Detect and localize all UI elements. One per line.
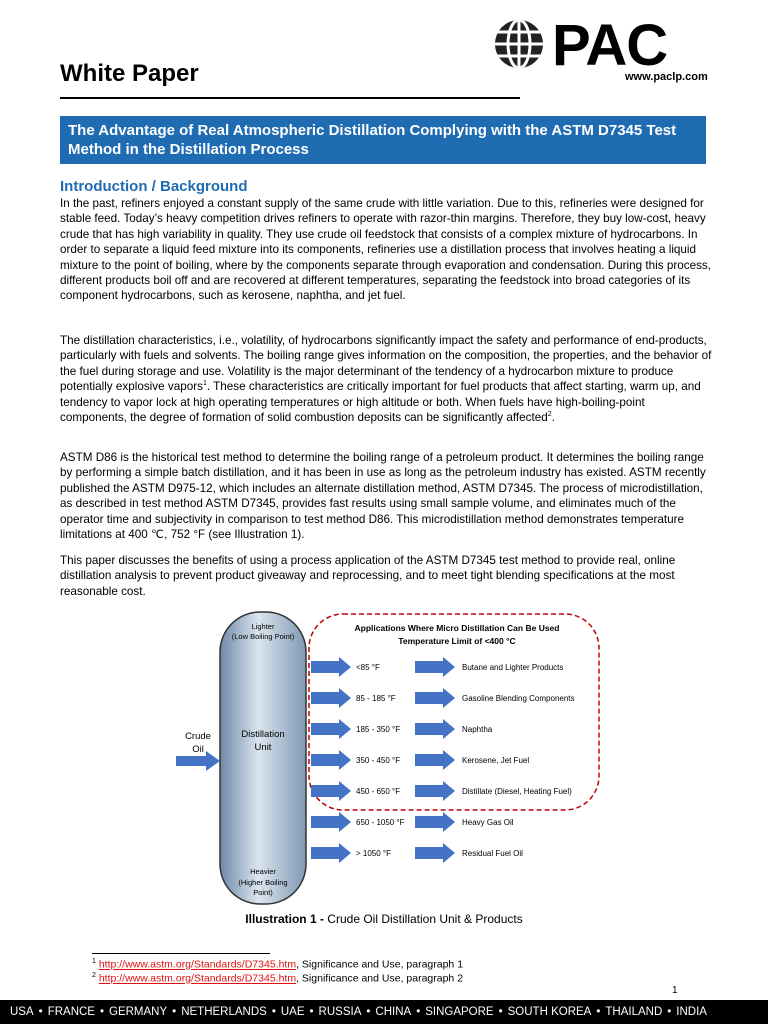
- caption-text: Crude Oil Distillation Unit & Products: [323, 912, 523, 926]
- temperature-range: 85 - 185 °F: [356, 694, 396, 703]
- product-label: Heavy Gas Oil: [462, 818, 514, 827]
- arrow-right-icon: [311, 688, 351, 708]
- column-top-label-1: Lighter: [251, 622, 275, 631]
- footer-country: SOUTH KOREA: [507, 1006, 592, 1018]
- footnote-ref-2[interactable]: 2: [547, 411, 552, 419]
- separator-dot: •: [596, 1006, 601, 1018]
- product-label: Butane and Lighter Products: [462, 663, 564, 672]
- temperature-range: 350 - 450 °F: [356, 756, 401, 765]
- footnote-2: [92, 972, 463, 985]
- footnote-link[interactable]: http://www.astm.org/Standards/D7345.htm: [98, 958, 297, 971]
- footnote-text: , Significance and Use, paragraph 1: [296, 958, 464, 971]
- separator-dot: •: [172, 1006, 177, 1018]
- paragraph-1: In the past, refiners enjoyed a constant supply of the same crude with little variation. Due to this, refineries were designed for stable feed. Today’s heavy competition drives refiners to operate with razor-thin margins. Therefore, they buy low-cost, heavy crude that has high variability in quality. They use crude oil feedstock that consists of a complex mixture of hydrocarbons. In order to separate a liquid feed mixture into its components, refineries use a distillation process that involves heating a liquid mixture to the point of boiling, where by the components separate through evaporation and condensation. During this process, different products boil off and are recovered at different temperatures, separating the feedstock into broad categories of its component hydrocarbons, such as kerosene, naphtha, and jet fuel.: [60, 197, 712, 303]
- footer-country: RUSSIA: [318, 1006, 362, 1018]
- footer-country: INDIA: [676, 1006, 707, 1018]
- separator-dot: •: [271, 1006, 276, 1018]
- product-label: Distillate (Diesel, Heating Fuel): [462, 787, 572, 796]
- distillation-diagram: [172, 610, 602, 908]
- paragraph-2: [60, 333, 712, 425]
- temperature-range: 650 - 1050 °F: [356, 818, 405, 827]
- arrow-right-icon: [311, 657, 351, 677]
- column-top-label-2: (Low Boiling Point): [231, 632, 295, 641]
- separator-dot: •: [498, 1006, 503, 1018]
- separator-dot: •: [38, 1006, 43, 1018]
- arrow-right-icon: [415, 750, 455, 770]
- product-label: Kerosene, Jet Fuel: [462, 756, 530, 765]
- footer-country-bar: [0, 1000, 768, 1024]
- arrow-right-icon: [311, 719, 351, 739]
- column-bottom-label-1: Heavier: [250, 867, 276, 876]
- footer-country: UAE: [280, 1006, 305, 1018]
- paragraph-2-text-a: The distillation characteristics, i.e., volatility, of hydrocarbons significantly impact the safety and performance of end-products, particularly with fuels and solvents. The boiling range gives information on the composition, the properties, and the behavior of the fuel during storage and use. Volatility is the major determinant of the tendency of a hydrocarbon mixture to produce potentially explosive vapors: [60, 334, 712, 394]
- footnote-number: 1: [92, 958, 96, 965]
- footer-country: FRANCE: [47, 1006, 95, 1018]
- footer-country: CHINA: [375, 1006, 412, 1018]
- separator-dot: •: [366, 1006, 371, 1018]
- footer-country: SINGAPORE: [425, 1006, 494, 1018]
- separator-dot: •: [309, 1006, 314, 1018]
- header-url[interactable]: www.paclp.com: [625, 71, 708, 83]
- paragraph-4: This paper discusses the benefits of using a process application of the ASTM D7345 test method to provide real, online distillation analysis to prevent product giveaway and reprocessing, and to meet tight blending specifications at the most reasonable cost.: [60, 554, 676, 598]
- arrow-right-icon: [415, 843, 455, 863]
- product-label: Residual Fuel Oil: [462, 849, 523, 858]
- applications-title-2: Temperature Limit of <400 °C: [398, 636, 516, 646]
- figure-caption: [0, 912, 768, 926]
- column-bottom-label-2: (Higher Boiling: [238, 878, 288, 887]
- applications-title-1: Applications Where Micro Distillation Can Be Used: [354, 623, 560, 633]
- paragraph-3: ASTM D86 is the historical test method to determine the boiling range of a petroleum product. It determines the boiling range by performing a simple batch distillation, and it has been in use as long as the petroleum industry has existed. ASTM recently published the ASTM D975-12, which includes an alternate distillation method, ASTM D7345. The process of microdistillation, as described in test method ASTM D7345, provides fast results using small sample volume, and eliminates much of the operator time and subjectivity in comparison to test method D86. This microdistillation method demonstrates temperature limitations at 400 ℃, 752 °F (see Illustration 1).: [60, 451, 706, 542]
- arrow-right-icon: [415, 781, 455, 801]
- arrow-right-icon: [311, 843, 351, 863]
- footnote-text: , Significance and Use, paragraph 2: [296, 972, 464, 985]
- page-number: 1: [672, 985, 678, 996]
- column-bottom-label-3: Point): [253, 888, 273, 897]
- temperature-range: > 1050 °F: [356, 849, 391, 858]
- footer-country: NETHERLANDS: [181, 1006, 267, 1018]
- arrow-right-icon: [415, 719, 455, 739]
- footnote-ref-1[interactable]: 1: [202, 380, 207, 388]
- section-heading: Introduction / Background: [60, 178, 248, 195]
- product-label: Gasoline Blending Components: [462, 694, 575, 703]
- footnote-link[interactable]: http://www.astm.org/Standards/D7345.htm: [98, 972, 297, 985]
- separator-dot: •: [99, 1006, 104, 1018]
- separator-dot: •: [416, 1006, 421, 1018]
- header-title: White Paper: [60, 60, 199, 87]
- arrow-right-icon: [415, 657, 455, 677]
- feed-label-1: Crude: [185, 731, 211, 742]
- globe-icon: [490, 18, 548, 70]
- caption-label: Illustration 1 -: [245, 912, 324, 926]
- footer-country: GERMANY: [109, 1006, 168, 1018]
- footer-country: THAILAND: [605, 1006, 663, 1018]
- column-unit-label-2: Unit: [254, 742, 272, 753]
- footnote-number: 2: [92, 972, 96, 979]
- paragraph-2-text-b: . These characteristics are critically important for fuel products that affect starting, warm up, and tendency to vapor lock at high operating temperatures or high altitude or both. When fuels have high-boiling-point components, the degree of formation of solid combustion deposits can be significantly affected: [60, 380, 701, 425]
- arrow-right-icon: [415, 812, 455, 832]
- footnote-rule: [92, 953, 270, 954]
- document-title: The Advantage of Real Atmospheric Distillation Complying with the ASTM D7345 Test Method in the Distillation Process: [60, 116, 706, 164]
- column-unit-label-1: Distillation: [241, 729, 285, 740]
- logo-wordmark: PAC: [552, 13, 668, 78]
- arrow-right-icon: [415, 688, 455, 708]
- product-label: Naphtha: [462, 725, 493, 734]
- product-rows: [311, 657, 575, 863]
- temperature-range: 450 - 650 °F: [356, 787, 401, 796]
- paragraph-2-text-c: .: [551, 411, 555, 425]
- distillation-column: [220, 612, 306, 904]
- feed-label-2: Oil: [192, 744, 204, 755]
- separator-dot: •: [667, 1006, 672, 1018]
- arrow-right-icon: [311, 750, 351, 770]
- temperature-range: <85 °F: [356, 663, 380, 672]
- temperature-range: 185 - 350 °F: [356, 725, 401, 734]
- header-rule: [60, 97, 520, 99]
- footnote-1: [92, 958, 463, 971]
- footer-country: USA: [10, 1006, 34, 1018]
- arrow-right-icon: [311, 812, 351, 832]
